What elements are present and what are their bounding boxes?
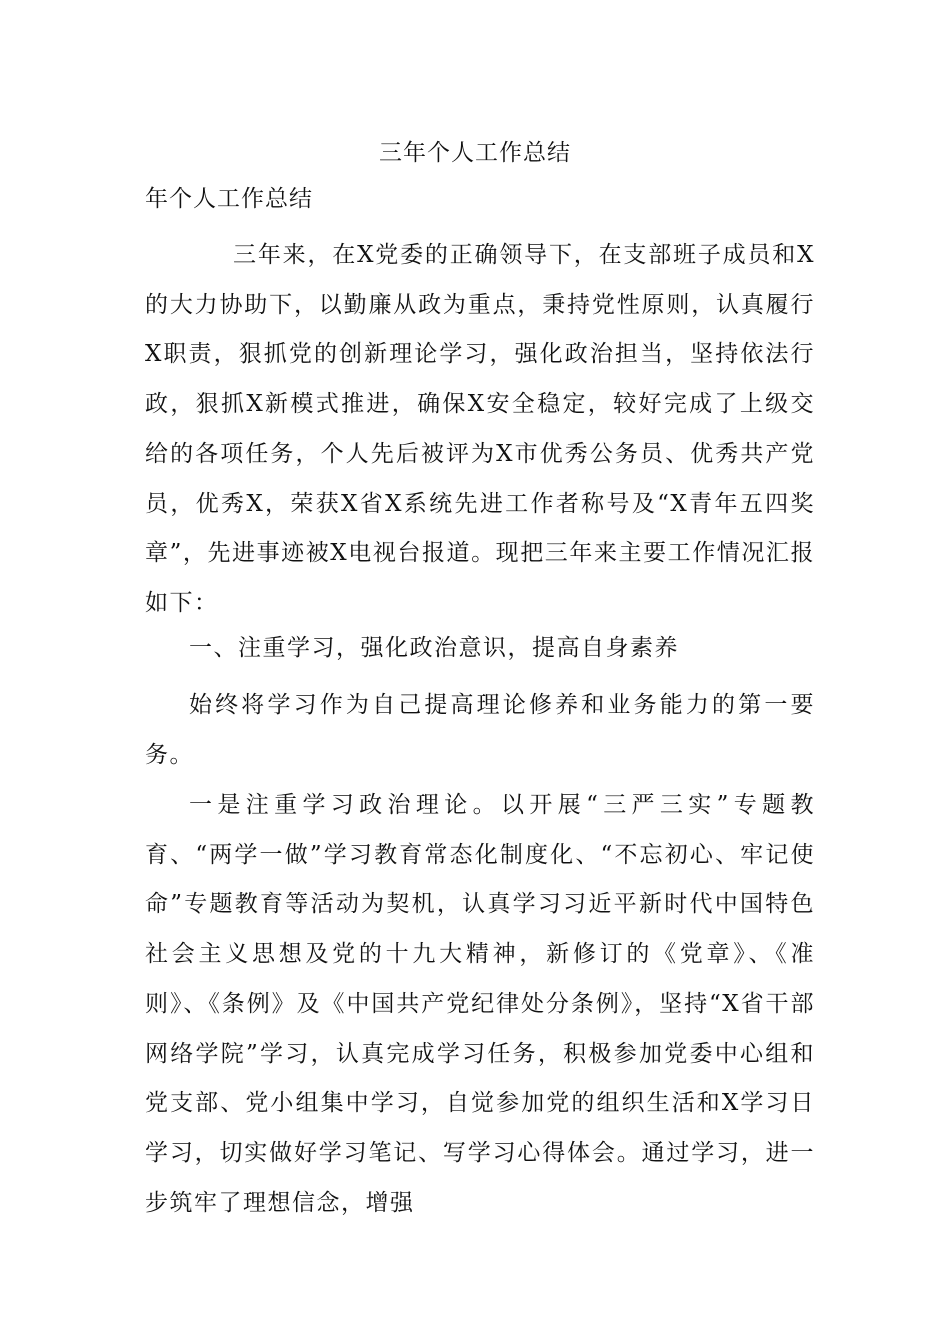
section-heading-1: 一、注重学习，强化政治意识，提高自身素养	[189, 635, 679, 661]
document-title: 三年个人工作总结	[379, 140, 571, 166]
paragraph-political-theory: 一是注重学习政治理论。以开展“三严三实”专题教育、“两学一做”学习教育常态化制度化、“不忘初心、牢记使命”专题教育等活动为契机，认真学习习近平新时代中国特色社会主义思想及党的十九大精神，新修订的《党章》、《准则》、《条例》及《中国共产党纪律处分条例》，坚持“X省干部网络学院”学习，认真完成学习任务，积极参加党委中心组和党支部、党小组集中学习，自觉参加党的组织生活和X学习日学习，切实做好学习笔记、写学习心得体会。通过学习，进一步筑牢了理想信念，增强	[145, 792, 815, 1216]
paragraph-intro: 三年来，在X党委的正确领导下，在支部班子成员和X的大力协助下，以勤廉从政为重点，秉持党性原则，认真履行X职责，狠抓党的创新理论学习，强化政治担当，坚持依法行政，狠抓X新模式推进，确保X安全稳定，较好完成了上级交给的各项任务，个人先后被评为X市优秀公务员、优秀共产党员，优秀X，荣获X省X系统先进工作者称号及“X青年五四奖章”，先进事迹被X电视台报道。现把三年来主要工作情况汇报如下：	[145, 242, 815, 616]
document-subtitle: 年个人工作总结	[145, 186, 313, 212]
paragraph-study-priority: 始终将学习作为自己提高理论修养和业务能力的第一要务。	[145, 692, 815, 768]
